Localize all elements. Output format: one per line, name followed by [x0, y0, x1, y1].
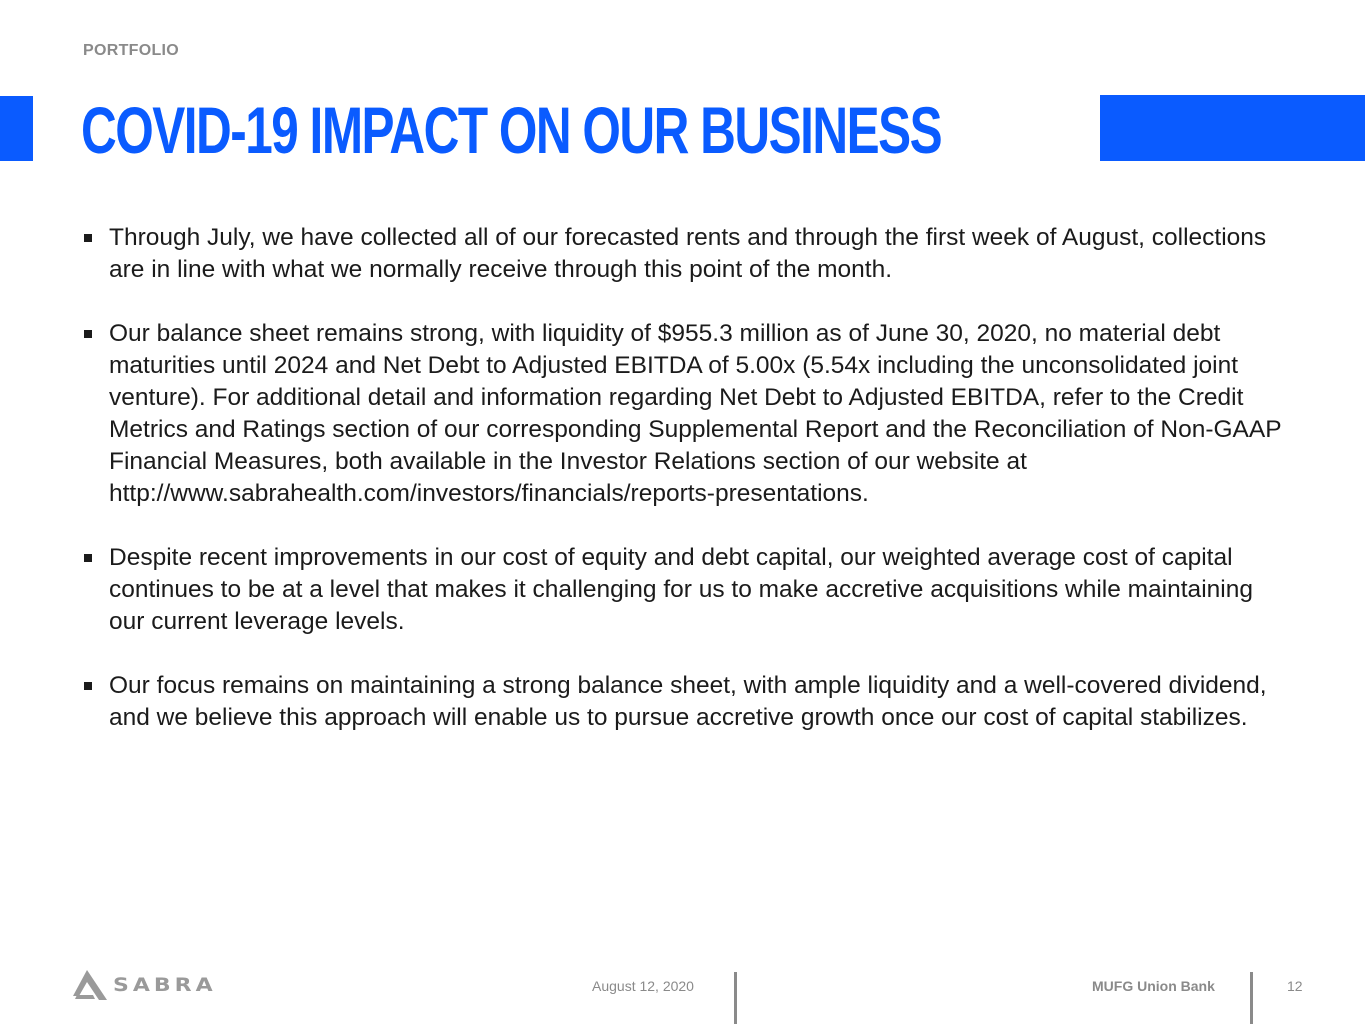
footer-company: MUFG Union Bank — [1092, 978, 1215, 994]
bullet-text: Through July, we have collected all of our forecasted rents and through the first week of August, collections are in line with what we normally receive through this point of the month. — [109, 224, 1267, 283]
sabra-logo-icon — [73, 970, 107, 1000]
bullet-text: Despite recent improvements in our cost of equity and debt capital, our weighted average cost of capital continues to be at a level that makes it challenging for us to make accretive acquisitions while maintaining our current leverage levels. — [109, 544, 1253, 635]
bullet-item — [83, 222, 1283, 286]
footer-date: August 12, 2020 — [592, 978, 694, 994]
bullet-text: Our balance sheet remains strong, with liquidity of $955.3 million as of June 30, 2020, no material debt maturities until 2024 and Net Debt to Adjusted EBITDA of 5.00x (5.54x including the unconsolidated joint venture). For additional detail and information regarding Net Debt to Adjusted EBITDA, refer to the Credit Metrics and Ratings section of our corresponding Supplemental Report and the Reconciliation of Non-GAAP Financial Measures, both available in the Investor Relations section of our website at http://www.sabrahealth.com/investors/financials/reports-presentations. — [109, 320, 1282, 507]
square-bullet-icon — [84, 554, 92, 562]
square-bullet-icon — [84, 682, 92, 690]
bullet-item — [83, 318, 1283, 510]
bullet-list — [83, 222, 1283, 766]
footer-logo — [73, 970, 217, 1000]
accent-bar-right — [1100, 95, 1365, 161]
footer-divider — [1250, 972, 1253, 1024]
footer-divider — [734, 972, 737, 1024]
square-bullet-icon — [84, 330, 92, 338]
bullet-item — [83, 542, 1283, 638]
section-label: PORTFOLIO — [83, 42, 180, 59]
square-bullet-icon — [84, 234, 92, 242]
bullet-text: Our focus remains on maintaining a strong balance sheet, with ample liquidity and a well-covered dividend, and we believe this approach will enable us to pursue accretive growth once our cost of capital stabilizes. — [109, 672, 1267, 731]
page-title: COVID-19 IMPACT ON OUR BUSINESS — [81, 93, 942, 167]
logo-wordmark: SABRA — [113, 974, 217, 996]
page-number: 12 — [1287, 978, 1303, 994]
bullet-item — [83, 670, 1283, 734]
accent-bar-left — [0, 96, 33, 161]
